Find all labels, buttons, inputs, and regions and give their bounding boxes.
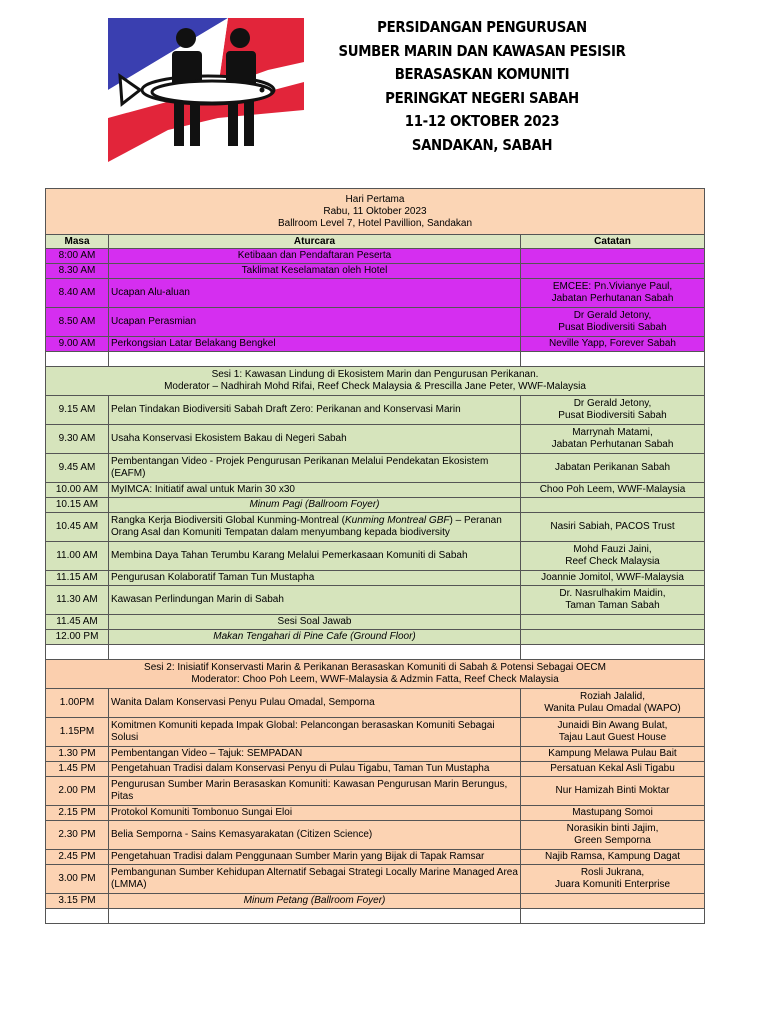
activity-cell: Sesi Soal Jawab [109, 615, 521, 630]
speaker-line: Mastupang Somoi [572, 807, 653, 818]
spacer-cell [46, 909, 109, 924]
notes-cell [521, 498, 705, 513]
time-cell: 3.15 PM [46, 894, 109, 909]
time-cell: 8:00 AM [46, 249, 109, 264]
notes-cell [521, 264, 705, 279]
time-cell: 1.00PM [46, 689, 109, 718]
spacer-cell [109, 645, 521, 660]
time-cell: 9.30 AM [46, 425, 109, 454]
speaker-line: Kampung Melawa Pulau Bait [548, 748, 677, 759]
session-header-row [46, 367, 705, 396]
notes-cell [521, 806, 705, 821]
activity-text: Rangka Kerja Biodiversiti Global Kunming-Montreal ( [111, 515, 345, 526]
session-title: Sesi 1: Kawasan Lindung di Ekosistem Marin dan Pengurusan Perikanan. [211, 369, 539, 380]
title-line: PERINGKAT NEGERI SABAH [385, 88, 579, 107]
spacer-cell [46, 352, 109, 367]
notes-cell [521, 396, 705, 425]
schedule-row [46, 630, 705, 645]
logo-person-left-head [176, 28, 196, 48]
speaker-line: Choo Poh Leem, WWF-Malaysia [539, 484, 686, 495]
speaker-line: Juara Komuniti Enterprise [554, 879, 671, 890]
conference-logo [108, 18, 304, 162]
time-cell: 1.15PM [46, 718, 109, 747]
speaker-line: Marrynah Matami, [572, 427, 653, 438]
activity-cell: Perkongsian Latar Belakang Bengkel [109, 337, 521, 352]
notes-cell [521, 615, 705, 630]
notes-cell [521, 542, 705, 571]
notes-cell [521, 454, 705, 483]
title-line: 11-12 OKTOBER 2023 [404, 112, 560, 131]
schedule-row [46, 777, 705, 806]
speaker-line: Mohd Fauzi Jaini, [573, 544, 652, 555]
activity-cell: MyIMCA: Initiatif awal untuk Marin 30 x30 [109, 483, 521, 498]
activity-cell [109, 513, 521, 542]
day-venue: Ballroom Level 7, Hotel Pavillion, Sandakan [278, 217, 472, 229]
session-title: Sesi 2: Inisiatif Konservasti Marin & Perikanan Berasaskan Komuniti di Sabah & Potensi Sebagai OECM [144, 662, 606, 673]
notes-cell [521, 821, 705, 850]
schedule-row [46, 279, 705, 308]
schedule-row [46, 498, 705, 513]
speaker-line: Dr Gerald Jetony, [573, 398, 652, 409]
activity-cell: Komitmen Komuniti kepada Impak Global: Pelancongan berasaskan Komuniti Sebagai Solusi [109, 718, 521, 747]
spacer-cell [521, 909, 705, 924]
schedule-row [46, 821, 705, 850]
time-cell: 11.45 AM [46, 615, 109, 630]
schedule-row [46, 571, 705, 586]
activity-cell: Pengetahuan Tradisi dalam Konservasi Penyu di Pulau Tigabu, Taman Tun Mustapha [109, 762, 521, 777]
speaker-line: Neville Yapp, Forever Sabah [549, 338, 676, 349]
schedule-row [46, 396, 705, 425]
time-cell: 2.00 PM [46, 777, 109, 806]
speaker-line: Persatuan Kekal Asli Tigabu [550, 763, 675, 774]
session-moderator: Moderator – Nadhirah Mohd Rifai, Reef Check Malaysia & Prescilla Jane Peter, WWF-Malaysia [164, 381, 586, 392]
notes-cell [521, 865, 705, 894]
speaker-line: Jabatan Perikanan Sabah [554, 462, 671, 473]
speaker-line: Wanita Pulau Omadal (WAPO) [544, 703, 681, 714]
schedule-row [46, 483, 705, 498]
speaker-line: Reef Check Malaysia [565, 556, 660, 567]
time-cell: 9.00 AM [46, 337, 109, 352]
schedule-row [46, 894, 705, 909]
spacer-row [46, 645, 705, 660]
spacer-row [46, 909, 705, 924]
day-header-cell [46, 189, 705, 235]
notes-cell [521, 513, 705, 542]
activity-cell: Usaha Konservasi Ekosistem Bakau di Negeri Sabah [109, 425, 521, 454]
activity-text: ) – Peranan Orang Asal dan Komuniti Tempatan dalam menyumbang kepada biodiversity [111, 515, 502, 538]
day-header-row [46, 189, 705, 235]
activity-cell: Pelan Tindakan Biodiversiti Sabah Draft Zero: Perikanan and Konservasi Marin [109, 396, 521, 425]
activity-cell: Ucapan Alu-aluan [109, 279, 521, 308]
time-cell: 10.45 AM [46, 513, 109, 542]
activity-cell: Protokol Komuniti Tombonuo Sungai Eloi [109, 806, 521, 821]
schedule-row [46, 689, 705, 718]
speaker-line: Norasikin binti Jajim, [566, 823, 659, 834]
schedule-row [46, 865, 705, 894]
session-header-cell [46, 367, 705, 396]
activity-cell: Taklimat Keselamatan oleh Hotel [109, 264, 521, 279]
column-header-row [46, 235, 705, 249]
speaker-line: Joannie Jomitol, WWF-Malaysia [541, 572, 684, 583]
activity-cell: Membina Daya Tahan Terumbu Karang Melalui Pemerkasaan Komuniti di Sabah [109, 542, 521, 571]
schedule-row [46, 542, 705, 571]
notes-cell [521, 483, 705, 498]
activity-cell: Minum Pagi (Ballroom Foyer) [109, 498, 521, 513]
notes-cell [521, 850, 705, 865]
title-line: SUMBER MARIN DAN KAWASAN PESISIR [338, 41, 626, 60]
time-cell: 11.15 AM [46, 571, 109, 586]
schedule-row [46, 747, 705, 762]
schedule-row [46, 425, 705, 454]
notes-cell [521, 586, 705, 615]
speaker-line: Dr. Nasrulhakim Maidin, [559, 588, 666, 599]
activity-cell: Kawasan Perlindungan Marin di Sabah [109, 586, 521, 615]
time-cell: 10.00 AM [46, 483, 109, 498]
activity-cell: Pembentangan Video - Projek Pengurusan Perikanan Melalui Pendekatan Ekosistem (EAFM) [109, 454, 521, 483]
col-header-activity: Aturcara [109, 235, 521, 249]
activity-cell: Minum Petang (Ballroom Foyer) [109, 894, 521, 909]
spacer-row [46, 352, 705, 367]
activity-cell: Pengetahuan Tradisi dalam Penggunaan Sumber Marin yang Bijak di Tapak Ramsar [109, 850, 521, 865]
speaker-line: Taman Taman Sabah [565, 600, 660, 611]
day-date: Rabu, 11 Oktober 2023 [323, 205, 427, 217]
time-cell: 8.50 AM [46, 308, 109, 337]
speaker-line: Junaidi Bin Awang Bulat, [557, 720, 668, 731]
time-cell: 10.15 AM [46, 498, 109, 513]
speaker-line: Pusat Biodiversiti Sabah [558, 410, 667, 421]
schedule-row [46, 718, 705, 747]
notes-cell [521, 337, 705, 352]
time-cell: 2.30 PM [46, 821, 109, 850]
activity-cell: Makan Tengahari di Pine Cafe (Ground Floor) [109, 630, 521, 645]
activity-cell: Pembangunan Sumber Kehidupan Alternatif Sebagai Strategi Locally Marine Managed Area (LMMA) [109, 865, 521, 894]
notes-cell [521, 279, 705, 308]
notes-cell [521, 777, 705, 806]
schedule-row [46, 615, 705, 630]
speaker-line: Pusat Biodiversiti Sabah [558, 322, 667, 333]
activity-emphasis: Kunming Montreal GBF [345, 515, 450, 526]
col-header-notes: Catatan [521, 235, 705, 249]
schedule-row [46, 762, 705, 777]
time-cell: 11.00 AM [46, 542, 109, 571]
speaker-line: Nasiri Sabiah, PACOS Trust [550, 521, 675, 532]
spacer-cell [521, 352, 705, 367]
notes-cell [521, 762, 705, 777]
time-cell: 8.40 AM [46, 279, 109, 308]
notes-cell [521, 249, 705, 264]
speaker-line: EMCEE: Pn.Vivianye Paul, [552, 281, 673, 292]
activity-cell: Ketibaan dan Pendaftaran Peserta [109, 249, 521, 264]
schedule-table [45, 188, 705, 924]
schedule-body [46, 249, 705, 924]
activity-cell: Pengurusan Sumber Marin Berasaskan Komuniti: Kawasan Pengurusan Marin Berungus, Pitas [109, 777, 521, 806]
activity-cell: Belia Semporna - Sains Kemasyarakatan (Citizen Science) [109, 821, 521, 850]
activity-cell: Ucapan Perasmian [109, 308, 521, 337]
time-cell: 9.15 AM [46, 396, 109, 425]
time-cell: 9.45 AM [46, 454, 109, 483]
speaker-line: Tajau Laut Guest House [558, 732, 667, 743]
session-moderator: Moderator: Choo Poh Leem, WWF-Malaysia & Adzmin Fatta, Reef Check Malaysia [191, 674, 559, 685]
notes-cell [521, 718, 705, 747]
speaker-line: Green Semporna [574, 835, 651, 846]
notes-cell [521, 571, 705, 586]
session-header-cell [46, 660, 705, 689]
conference-title [336, 16, 628, 158]
spacer-cell [521, 645, 705, 660]
notes-cell [521, 689, 705, 718]
schedule-row [46, 586, 705, 615]
schedule-row [46, 850, 705, 865]
time-cell: 1.45 PM [46, 762, 109, 777]
speaker-line: Dr Gerald Jetony, [573, 310, 652, 321]
spacer-cell [46, 645, 109, 660]
speaker-line: Jabatan Perhutanan Sabah [551, 439, 674, 450]
logo-person-right-head [230, 28, 250, 48]
schedule-row [46, 454, 705, 483]
time-cell: 1.30 PM [46, 747, 109, 762]
schedule-row [46, 249, 705, 264]
schedule-row [46, 513, 705, 542]
activity-cell: Pengurusan Kolaboratif Taman Tun Mustapha [109, 571, 521, 586]
schedule-row [46, 337, 705, 352]
activity-cell: Pembentangan Video – Tajuk: SEMPADAN [109, 747, 521, 762]
time-cell: 11.30 AM [46, 586, 109, 615]
spacer-cell [109, 352, 521, 367]
speaker-line: Jabatan Perhutanan Sabah [551, 293, 674, 304]
speaker-line: Roziah Jalalid, [579, 691, 646, 702]
title-line: SANDAKAN, SABAH [411, 135, 553, 154]
notes-cell [521, 630, 705, 645]
speaker-line: Rosli Jukrana, [580, 867, 645, 878]
time-cell: 8.30 AM [46, 264, 109, 279]
notes-cell [521, 894, 705, 909]
schedule-row [46, 308, 705, 337]
col-header-time: Masa [46, 235, 109, 249]
speaker-line: Nur Hamizah Binti Moktar [555, 785, 670, 796]
title-line: BERASASKAN KOMUNITI [394, 65, 570, 84]
time-cell: 2.15 PM [46, 806, 109, 821]
session-header-row [46, 660, 705, 689]
notes-cell [521, 747, 705, 762]
time-cell: 2.45 PM [46, 850, 109, 865]
speaker-line: Najib Ramsa, Kampung Dagat [544, 851, 681, 862]
activity-cell: Wanita Dalam Konservasi Penyu Pulau Omadal, Semporna [109, 689, 521, 718]
time-cell: 12.00 PM [46, 630, 109, 645]
time-cell: 3.00 PM [46, 865, 109, 894]
notes-cell [521, 425, 705, 454]
schedule-row [46, 806, 705, 821]
schedule-row [46, 264, 705, 279]
title-line: PERSIDANGAN PENGURUSAN [377, 18, 587, 36]
notes-cell [521, 308, 705, 337]
spacer-cell [109, 909, 521, 924]
day-label: Hari Pertama [345, 193, 405, 205]
